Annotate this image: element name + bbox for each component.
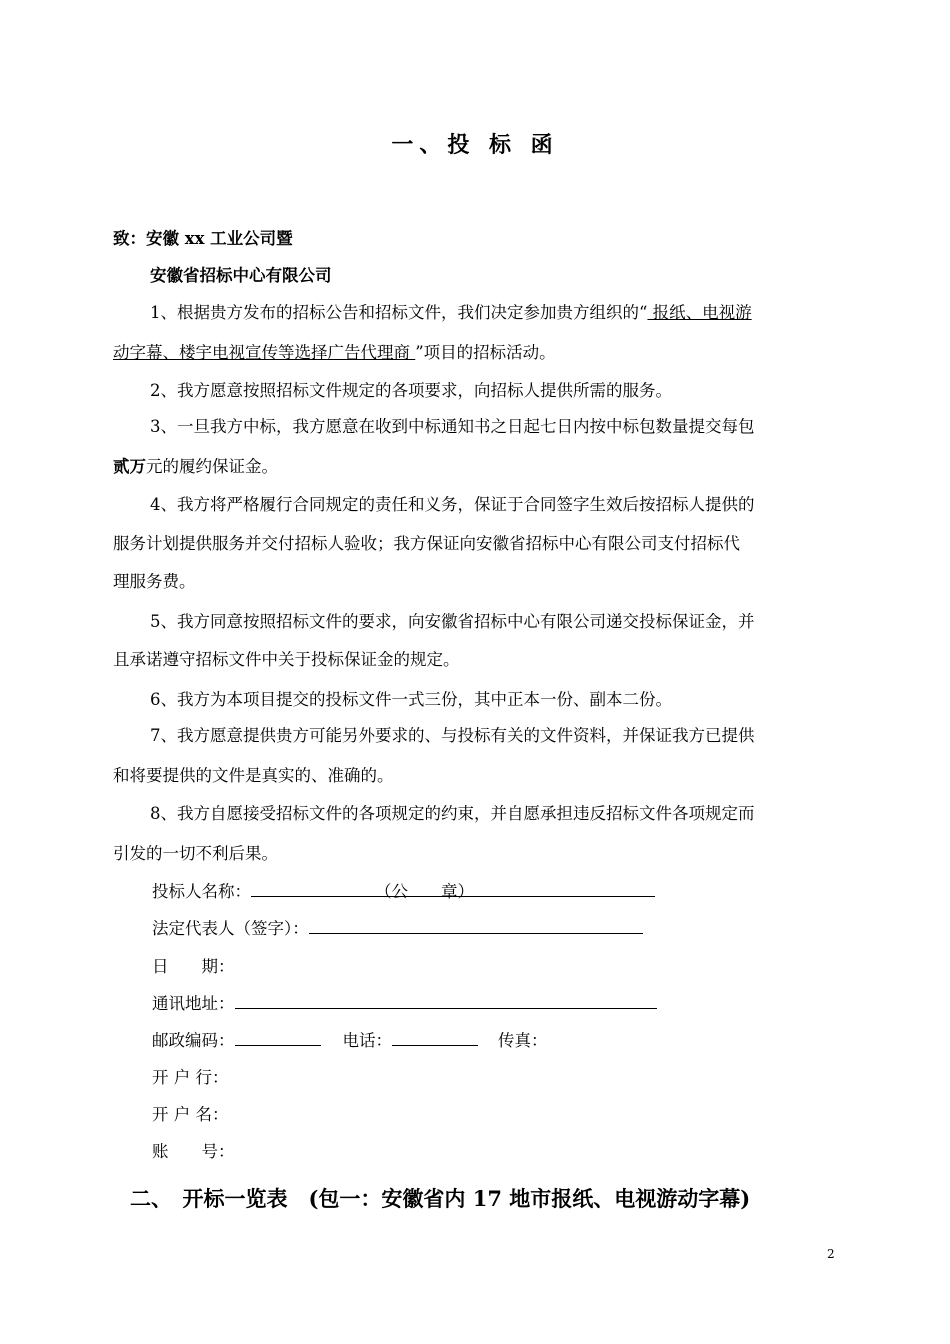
legal-rep-row [152, 915, 643, 939]
addressee-line-2: 安徽省招标中心有限公司 [150, 266, 332, 285]
section-2-heading: 二、 开标一览表 (包一：安徽省内 17 地市报纸、电视游动字幕) [130, 1186, 751, 1211]
clause-1-project-b: 动字幕、楼宇电视宣传等选择广告代理商 [113, 343, 416, 362]
clause-2: 2、我方愿意按照招标文件规定的各项要求，向招标人提供所需的服务。 [150, 381, 672, 400]
bank-label: 开 户 行： [152, 1068, 229, 1087]
clause-3-line-2 [113, 453, 278, 477]
seal-placeholder: （公 章） [375, 882, 474, 901]
legal-rep-label: 法定代表人（签字）： [152, 919, 309, 938]
contact-row [152, 1027, 548, 1051]
clause-8-line-1: 8、我方自愿接受招标文件的各项规定的约束，并自愿承担违反招标文件各项规定而 [150, 804, 755, 823]
bidder-name-field[interactable] [251, 880, 655, 901]
clause-8-line-2: 引发的一切不利后果。 [113, 844, 278, 863]
legal-rep-signature-field[interactable] [309, 917, 643, 934]
clause-1-text-b: ”项目的招标活动。 [415, 343, 556, 362]
clause-4-line-3: 理服务费。 [113, 572, 196, 591]
clause-5-line-1: 5、我方同意按照招标文件的要求，向安徽省招标中心有限公司递交投标保证金，并 [150, 612, 755, 631]
postcode-field[interactable] [235, 1029, 321, 1046]
postcode-label: 邮政编码： [152, 1031, 235, 1050]
clause-4-line-2: 服务计划提供服务并交付招标人验收；我方保证向安徽省招标中心有限公司支付招标代 [113, 534, 740, 553]
clause-1-line-2 [113, 339, 556, 363]
address-label: 通讯地址： [152, 994, 235, 1013]
clause-7-line-1: 7、我方愿意提供贵方可能另外要求的、与投标有关的文件资料，并保证我方已提供 [150, 726, 755, 745]
clause-3-line-1: 3、一旦我方中标，我方愿意在收到中标通知书之日起七日内按中标包数量提交每包 [150, 417, 755, 436]
clause-5-line-2: 且承诺遵守招标文件中关于投标保证金的规定。 [113, 650, 460, 669]
clause-1-project-a: 报纸、电视游 [647, 303, 752, 322]
clause-3-amount: 贰万 [113, 457, 146, 476]
phone-field[interactable] [392, 1029, 478, 1046]
page-number: 2 [827, 1247, 835, 1261]
addressee-line-1: 致：安徽 xx 工业公司暨 [113, 229, 293, 248]
address-field[interactable] [235, 992, 657, 1009]
fax-label: 传真： [498, 1031, 548, 1050]
phone-label: 电话： [342, 1031, 392, 1050]
clause-4-line-1: 4、我方将严格履行合同规定的责任和义务，保证于合同签字生效后按招标人提供的 [150, 495, 755, 514]
document-title: 一、投 标 函 [391, 132, 559, 158]
clause-7-line-2: 和将要提供的文件是真实的、准确的。 [113, 766, 394, 785]
clause-6: 6、我方为本项目提交的投标文件一式三份，其中正本一份、副本二份。 [150, 690, 672, 709]
bidder-name-row [152, 878, 655, 902]
clause-3-text-b: 元的履约保证金。 [146, 457, 278, 476]
bidder-name-label: 投标人名称： [152, 882, 251, 901]
account-name-label: 开 户 名： [152, 1105, 229, 1124]
date-label: 日 期： [152, 957, 235, 976]
clause-1-text-a: 1、根据贵方发布的招标公告和招标文件，我们决定参加贵方组织的“ [150, 303, 648, 322]
account-number-label: 账 号： [152, 1142, 235, 1161]
address-row [152, 990, 657, 1014]
clause-1-line-1 [150, 299, 752, 323]
